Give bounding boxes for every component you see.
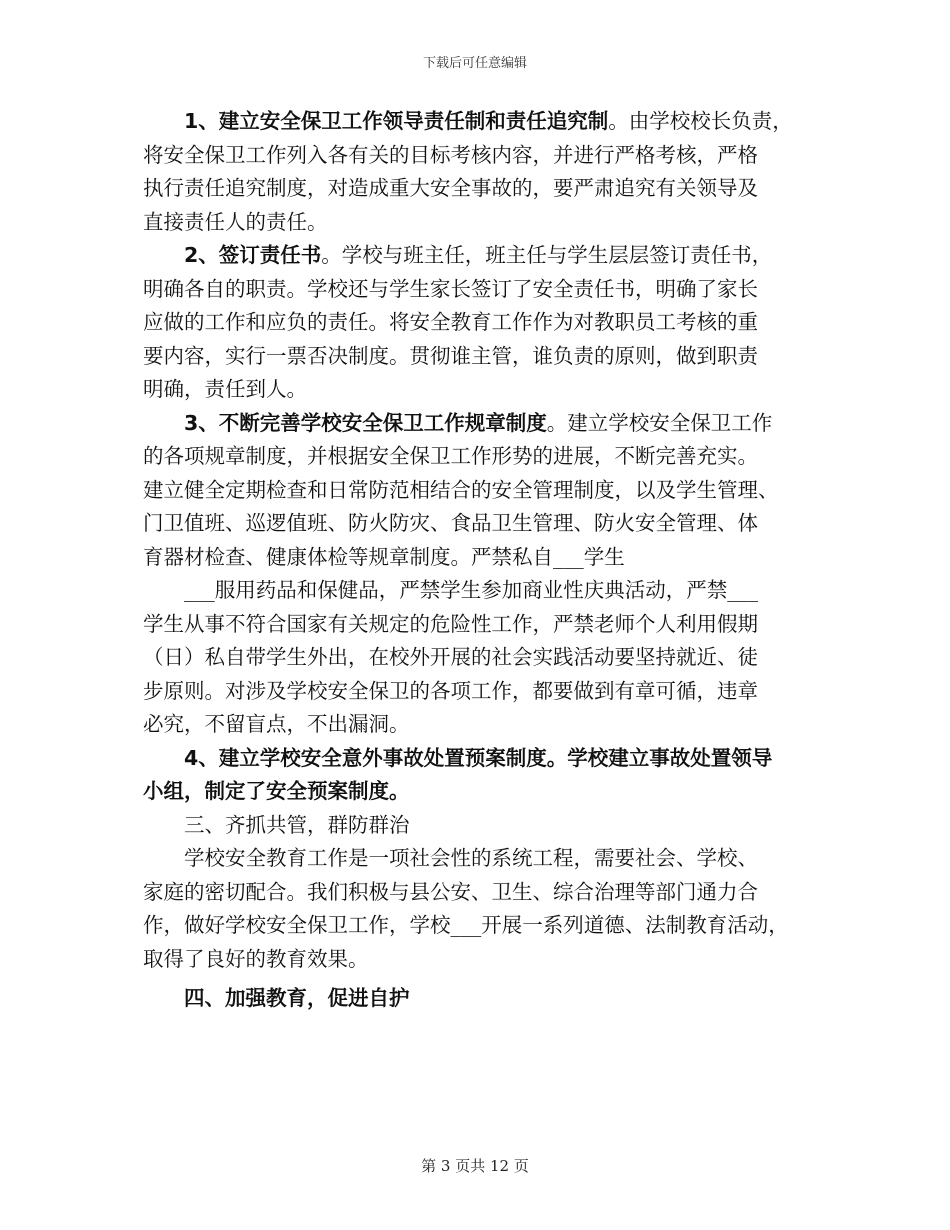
body-text: 要内容，实行一票否决制度。贯彻谁主管，谁负责的原则，做到职责 (143, 343, 758, 368)
bold-heading: 4、建立学校安全意外事故处置预案制度。学校建立事故处置领导 (184, 745, 773, 770)
text-line (143, 440, 833, 474)
body-text: 作，做好学校安全保卫工作，学校___开展一系列道德、法制教育活动， (143, 913, 789, 937)
text-line (143, 675, 833, 709)
page-header: 下载后可任意编辑 (422, 56, 527, 71)
text-line (143, 306, 833, 340)
body-text: 的各项规章制度，并根据安全保卫工作形势的进展，不断完善充实。 (143, 444, 758, 468)
text-line (143, 775, 833, 809)
text-line (143, 909, 833, 943)
paragraph (143, 105, 833, 239)
body-text: 建立健全定期检查和日常防范相结合的安全管理制度，以及学生管理、 (143, 477, 779, 502)
body-text: 门卫值班、巡逻值班、防火防灾、食品卫生管理、防火安全管理、体 (143, 511, 758, 535)
body-text: 三、齐抓共管，群防群治 (184, 812, 410, 837)
text-line (143, 340, 833, 374)
text-line (143, 708, 833, 742)
bold-heading: 1、建立安全保卫工作领导责任制和责任追究制 (184, 109, 609, 133)
paragraph (143, 982, 833, 1016)
body-text: 家庭的密切配合。我们积极与县公安、卫生、综合治理等部门通力合 (143, 879, 758, 904)
body-text: 执行责任追究制度，对造成重大安全事故的，要严肃追究有关领导及 (143, 176, 758, 200)
text-line (143, 407, 833, 441)
body-text: 必究，不留盲点，不出漏洞。 (143, 712, 410, 736)
body-text: 。建立学校安全保卫工作 (546, 410, 773, 435)
text-line (143, 105, 833, 139)
bold-heading: 小组，制定了安全预案制度。 (143, 779, 410, 803)
body-text: 步原则。对涉及学校安全保卫的各项工作，都要做到有章可循，违章 (143, 678, 758, 703)
body-text: 。由学校校长负责， (608, 109, 793, 133)
text-line (143, 608, 833, 642)
body-text: 应做的工作和应负的责任。将安全教育工作作为对教职员工考核的重 (143, 310, 758, 334)
body-text: （日）私自带学生外出，在校外开展的社会实践活动要坚持就近、徒 (143, 645, 758, 669)
text-line (143, 206, 833, 240)
text-line (143, 943, 833, 977)
paragraph (143, 407, 833, 742)
text-line (143, 474, 833, 508)
text-line (143, 139, 833, 173)
bold-heading: 2、签订责任书 (184, 243, 322, 267)
text-line (143, 273, 833, 307)
text-line (143, 876, 833, 910)
text-line (143, 809, 833, 843)
text-line (143, 742, 833, 776)
paragraph (143, 809, 833, 843)
bold-heading: 3、不断完善学校安全保卫工作规章制度 (184, 410, 547, 435)
body-text: 。学校与班主任，班主任与学生层层签订责任书， (321, 243, 773, 267)
paragraph (143, 842, 833, 976)
text-line (143, 373, 833, 407)
paragraph (143, 742, 833, 809)
body-text: 育器材检查、健康体检等规章制度。严禁私自___学生 (143, 544, 625, 569)
body-text: 明确，责任到人。 (143, 377, 307, 401)
body-text: 取得了良好的教育效果。 (143, 946, 369, 971)
body-text: ___服用药品和保健品，严禁学生参加商业性庆典活动，严禁___ (184, 578, 758, 602)
text-line (143, 574, 833, 608)
paragraph (143, 239, 833, 407)
text-line (143, 239, 833, 273)
document-body (143, 105, 833, 1016)
text-line (143, 982, 833, 1016)
text-line (143, 842, 833, 876)
bold-heading: 四、加强教育，促进自护 (184, 986, 410, 1010)
page-footer: 第 3 页共 12 页 (421, 1157, 529, 1175)
body-text: 将安全保卫工作列入各有关的目标考核内容，并进行严格考核，严格 (143, 142, 758, 167)
body-text: 学校安全教育工作是一项社会性的系统工程，需要社会、学校、 (184, 846, 758, 870)
text-line (143, 541, 833, 575)
body-text: 直接责任人的责任。 (143, 209, 328, 234)
body-text: 学生从事不符合国家有关规定的危险性工作，严禁老师个人利用假期 (143, 611, 758, 636)
body-text: 明确各自的职责。学校还与学生家长签订了安全责任书，明确了家长 (143, 276, 758, 301)
text-line (143, 641, 833, 675)
text-line (143, 507, 833, 541)
text-line (143, 172, 833, 206)
